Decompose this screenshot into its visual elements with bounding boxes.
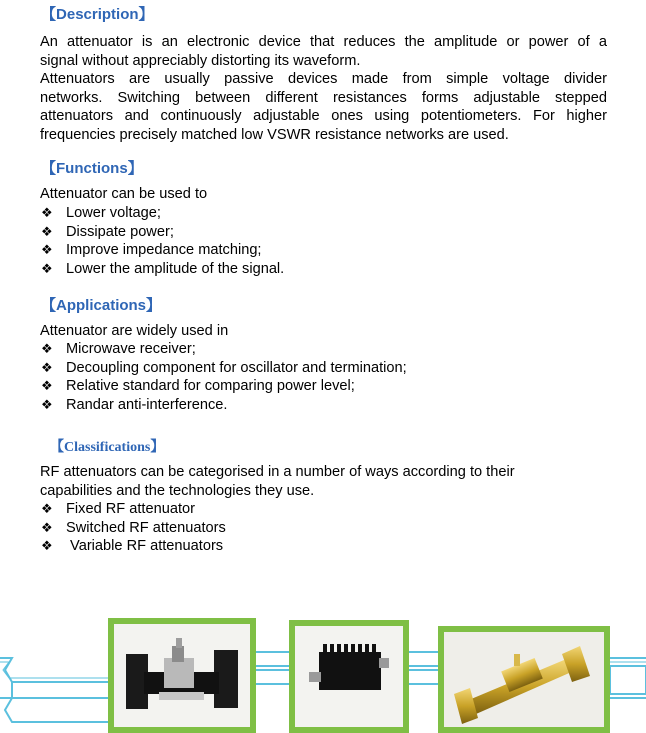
bullet-icon: ❖: [41, 397, 53, 413]
list-item: [40, 260, 284, 279]
applications-list: [40, 340, 407, 415]
bullet-icon: ❖: [41, 501, 53, 516]
bracket-right: 】: [138, 6, 154, 23]
heatsink-attenuator-image: [295, 626, 403, 727]
classifications-heading: [50, 436, 164, 456]
list-item-text: Dissipate power;: [66, 223, 174, 240]
list-item-text: Improve impedance matching;: [66, 242, 262, 259]
list-item-text: Decoupling component for oscillator and termination;: [66, 359, 407, 376]
applications-intro: Attenuator are widely used in: [40, 323, 229, 339]
list-item-text: Lower the amplitude of the signal.: [66, 261, 285, 278]
classifications-intro-line: RF attenuators can be categorised in a number of ways according to their: [40, 464, 515, 480]
bracket-right: 】: [150, 440, 165, 455]
product-photo-frame: [108, 618, 256, 733]
classifications-intro: [40, 463, 515, 500]
bullet-icon: ❖: [41, 359, 53, 375]
description-line: attenuators and continuously adjustable ones using potentiometers. For higher: [40, 108, 607, 125]
bracket-left: 【: [50, 440, 64, 455]
gold-waveguide-attenuator-image: [444, 632, 604, 727]
bracket-left: 【: [41, 297, 57, 314]
waveguide-attenuator-image: [114, 624, 250, 727]
list-item: [40, 500, 226, 519]
description-heading: [41, 3, 154, 24]
list-item: [40, 204, 284, 223]
description-line: frequencies precisely matched low VSWR resistance networks are used.: [40, 126, 509, 143]
description-line: signal without appreciably distorting its waveform.: [40, 52, 361, 69]
attenuator-photo: [295, 626, 403, 727]
functions-heading: [41, 157, 143, 178]
description-paragraph: [40, 33, 607, 145]
list-item-text: Lower voltage;: [66, 205, 161, 221]
attenuator-photo: [444, 632, 604, 727]
functions-heading-text: Functions: [56, 160, 128, 177]
bullet-icon: ❖: [41, 223, 53, 239]
bracket-right: 】: [127, 160, 143, 177]
list-item-text: Relative standard for comparing power level;: [66, 378, 355, 395]
bullet-icon: ❖: [41, 261, 53, 277]
product-photo-frame: [438, 626, 610, 733]
list-item: [40, 340, 407, 359]
functions-list: [40, 204, 284, 279]
bullet-icon: ❖: [41, 205, 53, 220]
list-item: [40, 223, 284, 242]
list-item-text: Switched RF attenuators: [66, 519, 226, 536]
classifications-list: [40, 500, 226, 556]
description-line: An attenuator is an electronic device that reduces the amplitude or power of a: [40, 34, 607, 50]
bullet-icon: ❖: [41, 538, 53, 554]
list-item-text: Fixed RF attenuator: [66, 501, 195, 517]
description-line: networks. Switching between different resistances forms adjustable stepped: [40, 89, 607, 106]
bullet-icon: ❖: [41, 378, 53, 394]
applications-heading: [41, 294, 161, 315]
description-heading-text: Description: [56, 6, 139, 23]
bullet-icon: ❖: [41, 341, 53, 356]
list-item-text: Variable RF attenuators: [66, 538, 224, 555]
list-item-text: Microwave receiver;: [66, 341, 196, 357]
list-item: [40, 537, 226, 556]
list-item: [40, 396, 407, 415]
list-item: [40, 359, 407, 378]
functions-intro: Attenuator can be used to: [40, 186, 208, 202]
list-item: [40, 377, 407, 396]
list-item: [40, 241, 284, 260]
attenuator-photo: [114, 624, 250, 727]
list-item: [40, 519, 226, 538]
applications-heading-text: Applications: [56, 297, 147, 314]
product-photo-frame: [289, 620, 409, 733]
bullet-icon: ❖: [41, 242, 53, 258]
ribbon-left: [0, 658, 110, 722]
description-line: Attenuators are usually passive devices made from simple voltage divider: [40, 71, 607, 88]
bracket-left: 【: [41, 160, 57, 177]
classifications-intro-line: capabilities and the technologies they use.: [40, 482, 315, 499]
bracket-right: 】: [146, 297, 162, 314]
list-item-text: Randar anti-interference.: [66, 397, 228, 414]
ribbon-right: [610, 658, 646, 698]
bullet-icon: ❖: [41, 519, 53, 535]
classifications-heading-text: Classifications: [64, 440, 151, 455]
bracket-left: 【: [41, 6, 57, 23]
